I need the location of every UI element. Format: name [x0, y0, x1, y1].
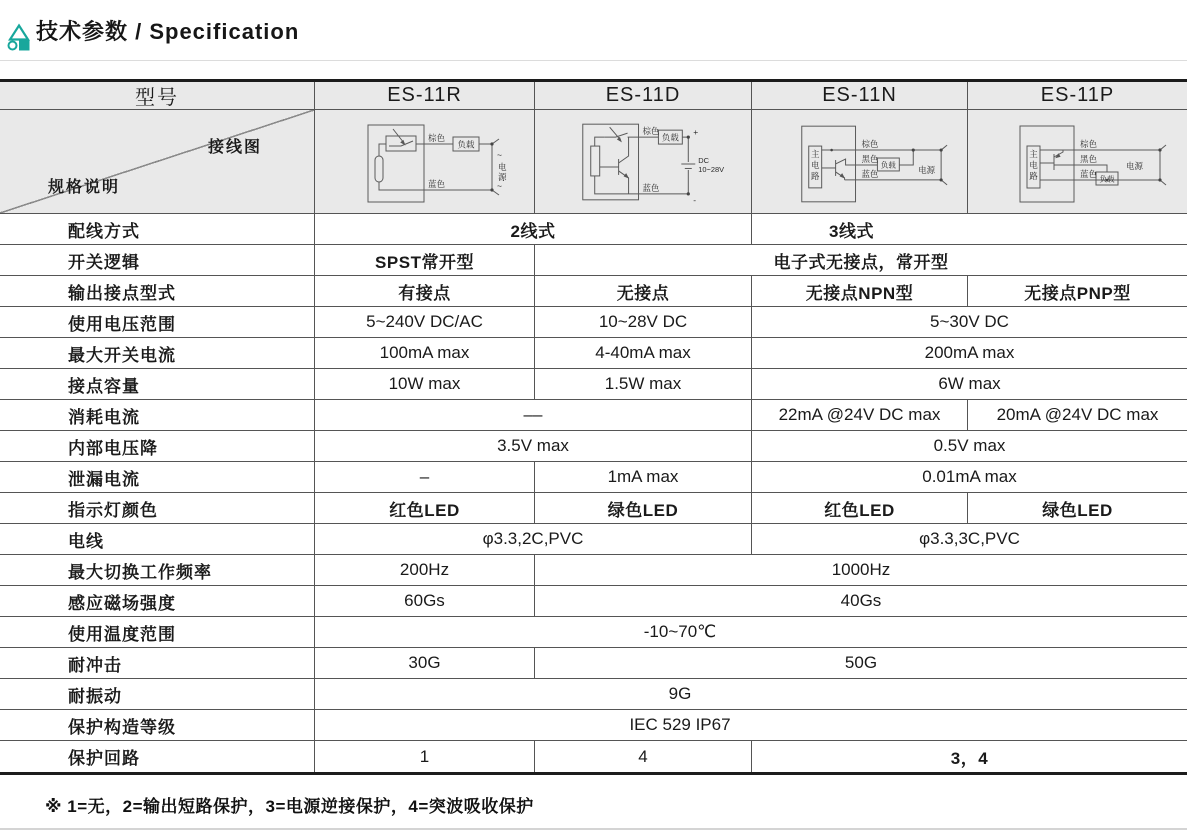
model-header-row	[0, 82, 1187, 110]
spec-value-cell: 0.5V max	[933, 436, 1006, 455]
spec-value-cell: 3，4	[950, 749, 989, 768]
spec-value-cell: 6W max	[938, 374, 1001, 393]
power-label: 电源	[1126, 160, 1144, 171]
spec-value-cell: 20mA @24V DC max	[996, 405, 1159, 424]
spec-row-label: 输出接点型式	[0, 276, 315, 306]
spec-row	[0, 276, 1187, 307]
main-circuit-char3: 路	[1029, 170, 1038, 181]
spec-value-cell: 50G	[844, 653, 878, 672]
spec-value-cell: 100mA max	[315, 338, 535, 368]
spec-value-cell: 4-40mA max	[535, 338, 752, 368]
spec-row	[0, 586, 1187, 617]
corner-label-spec-description: 规格说明	[48, 179, 121, 196]
load-label: 负载	[661, 132, 679, 143]
bottom-separator	[0, 828, 1187, 830]
power-label: 电源	[918, 164, 936, 175]
wiring-diagram-row	[0, 110, 1187, 214]
wire-label-brown: 棕色	[1080, 138, 1098, 149]
spec-value-cell: 0.01mA max	[922, 467, 1017, 486]
spec-value-cell: 1mA max	[535, 462, 752, 492]
spec-value-cell: 红色LED	[752, 493, 968, 523]
corner-label-wiring-diagram: 接线图	[207, 139, 262, 156]
spec-value-cell: 3线式	[829, 221, 874, 241]
title-separator	[0, 60, 1187, 61]
spec-value-cell: 绿色LED	[1042, 500, 1113, 520]
wire-label-brown: 棕色	[861, 138, 879, 149]
specification-table	[0, 79, 1187, 775]
main-circuit-char2: 电	[810, 159, 820, 170]
spec-value-cell: 10~28V DC	[535, 307, 752, 337]
spec-row	[0, 400, 1187, 431]
spec-row-label: 最大开关电流	[0, 338, 315, 368]
spec-value-cell: 无接点PNP型	[1024, 283, 1131, 303]
circuit-es-11p	[968, 110, 1187, 213]
spec-row-label: 耐冲击	[0, 648, 315, 678]
plus-terminal: +	[693, 126, 699, 137]
main-circuit-char1: 主	[810, 148, 820, 159]
spec-value-cell: 1.5W max	[535, 369, 752, 399]
spec-row-label: 最大切换工作频率	[0, 555, 315, 585]
wire-label-black: 黑色	[1080, 153, 1098, 164]
spec-value-cell: 5~240V DC/AC	[315, 307, 535, 337]
spec-value-cell: 无接点NPN型	[752, 276, 968, 306]
model-header-es-11d: ES-11D	[535, 82, 752, 109]
power-label-char1: 电	[497, 161, 507, 172]
spec-value-cell: 3.5V max	[315, 431, 752, 461]
spec-row	[0, 710, 1187, 741]
spec-row	[0, 338, 1187, 369]
spec-value-cell: 200mA max	[924, 343, 1015, 362]
spec-rows	[0, 214, 1187, 772]
spec-row	[0, 741, 1187, 772]
section-marker-icon	[7, 23, 33, 53]
spec-row-label: 配线方式	[0, 214, 315, 244]
wire-label-brown: 棕色	[427, 132, 445, 143]
spec-value-cell: 5~30V DC	[930, 312, 1009, 331]
model-header-es-11r: ES-11R	[315, 82, 535, 109]
wire-label-blue: 蓝色	[1080, 168, 1098, 179]
spec-value-cell: IEC 529 IP67	[629, 715, 731, 734]
model-header-es-11p: ES-11P	[1040, 84, 1115, 106]
load-label: 负载	[880, 159, 896, 169]
load-label: 负载	[456, 139, 475, 149]
spec-value-cell: 60Gs	[315, 586, 535, 616]
spec-row	[0, 431, 1187, 462]
spec-value-cell: 10W max	[315, 369, 535, 399]
model-column-header: 型号	[0, 82, 315, 109]
minus-terminal: -	[693, 194, 697, 205]
protection-circuit-footnote: ※ 1=无，2=输出短路保护，3=电源逆接保护，4=突波吸收保护	[45, 797, 534, 816]
spec-row	[0, 245, 1187, 276]
spec-value-cell: 2线式	[315, 214, 752, 244]
spec-row-label: 内部电压降	[0, 431, 315, 461]
wiring-diagram-es-11r	[315, 110, 535, 213]
spec-value-cell: SPST常开型	[315, 245, 535, 275]
spec-value-cell: -10~70℃	[643, 622, 717, 641]
power-label-char2: 源	[497, 171, 507, 182]
spec-row-label: 感应磁场强度	[0, 586, 315, 616]
spec-row	[0, 555, 1187, 586]
load-label: 负载	[1099, 174, 1115, 183]
spec-row-label: 耐振动	[0, 679, 315, 709]
spec-value-cell: 有接点	[315, 276, 535, 306]
page-title: 技术参数 / Specification	[36, 19, 300, 44]
spec-value-cell: φ3.3,2C,PVC	[315, 524, 752, 554]
spec-row-label: 保护构造等级	[0, 710, 315, 740]
spec-value-cell: 1	[315, 741, 535, 772]
spec-value-cell: 22mA @24V DC max	[752, 400, 968, 430]
spec-value-cell: 红色LED	[315, 493, 535, 523]
spec-row-label: 电线	[0, 524, 315, 554]
circuit-es-11n	[752, 110, 967, 213]
wire-label-blue: 蓝色	[427, 178, 445, 189]
spec-row	[0, 462, 1187, 493]
circuit-es-11r	[316, 110, 534, 213]
spec-value-cell: 绿色LED	[535, 493, 752, 523]
main-circuit-char1: 主	[1029, 148, 1038, 159]
spec-value-cell: 9G	[668, 684, 692, 703]
spec-value-cell: 40Gs	[840, 591, 882, 610]
spec-row-label: 使用电压范围	[0, 307, 315, 337]
main-circuit-char2: 电	[1029, 159, 1038, 170]
dc-range-line1: DC	[698, 155, 710, 165]
spec-row	[0, 307, 1187, 338]
spec-value-cell: 4	[535, 741, 752, 772]
spec-row-label: 保护回路	[0, 741, 315, 772]
spec-value-cell: ––	[315, 400, 752, 430]
spec-value-cell: –	[315, 462, 535, 492]
spec-row	[0, 214, 1187, 245]
spec-value-cell: 200Hz	[315, 555, 535, 585]
spec-row	[0, 524, 1187, 555]
wiring-diagram-es-11d	[535, 110, 752, 213]
spec-value-cell: 1000Hz	[831, 560, 891, 579]
spec-row	[0, 493, 1187, 524]
main-circuit-char3: 路	[810, 170, 820, 181]
wire-label-blue: 蓝色	[861, 168, 879, 179]
spec-row	[0, 617, 1187, 648]
wire-label-black: 黑色	[861, 153, 879, 164]
spec-row-label: 使用温度范围	[0, 617, 315, 647]
spec-value-cell: 30G	[315, 648, 535, 678]
spec-row-label: 开关逻辑	[0, 245, 315, 275]
model-header-es-11n: ES-11N	[752, 82, 968, 109]
circuit-es-11d	[535, 110, 751, 213]
spec-value-cell: φ3.3,3C,PVC	[919, 529, 1020, 548]
spec-row	[0, 648, 1187, 679]
dc-range-line2: 10~28V	[698, 164, 725, 174]
spec-row-label: 消耗电流	[0, 400, 315, 430]
spec-value-cell: 无接点	[535, 276, 752, 306]
diagonal-corner-cell	[0, 110, 315, 213]
spec-row-label: 指示灯颜色	[0, 493, 315, 523]
ac-tilde-bottom: ~	[496, 180, 502, 191]
spec-row	[0, 679, 1187, 710]
spec-row	[0, 369, 1187, 400]
wiring-diagram-es-11n	[752, 110, 968, 213]
ac-tilde-top: ~	[496, 149, 502, 160]
spec-value-cell: 电子式无接点，常开型	[773, 252, 949, 272]
spec-row-label: 泄漏电流	[0, 462, 315, 492]
wire-label-brown: 棕色	[642, 125, 660, 136]
spec-row-label: 接点容量	[0, 369, 315, 399]
wire-label-blue: 蓝色	[642, 182, 660, 193]
wiring-diagram-es-11p	[968, 110, 1187, 213]
